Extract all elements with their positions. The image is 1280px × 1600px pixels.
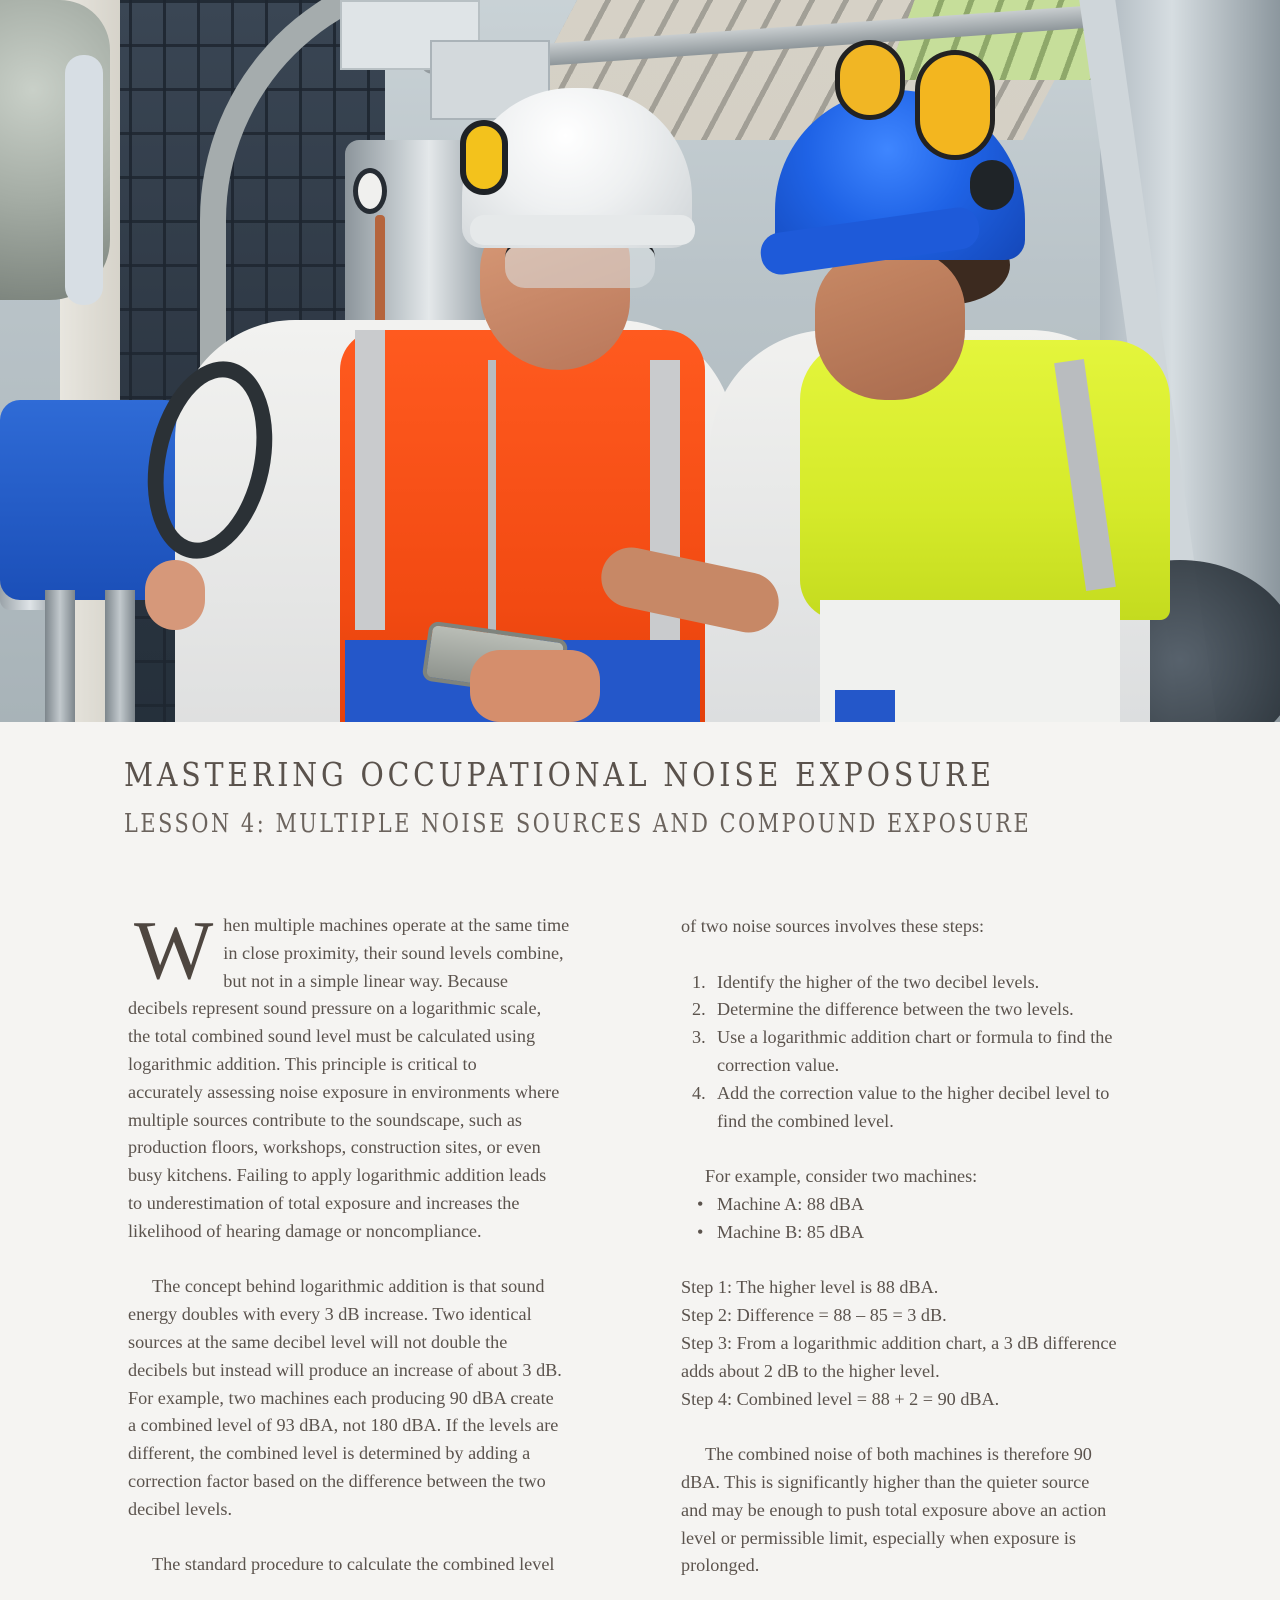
pressure-gauge bbox=[353, 168, 387, 214]
list-number: 2. bbox=[692, 999, 706, 1020]
text-line: likelihood of hearing damage or noncompliance. bbox=[128, 1220, 482, 1241]
list-item bbox=[692, 969, 1166, 997]
ear-muff bbox=[460, 120, 508, 195]
lesson-subtitle: LESSON 4: MULTIPLE NOISE SOURCES AND COMPOUND EXPOSURE bbox=[124, 809, 1032, 839]
text-line: multiple sources contribute to the soundscape, such as bbox=[128, 1109, 522, 1130]
blue-trousers bbox=[835, 690, 895, 722]
text-line: accurately assessing noise exposure in environments where bbox=[128, 1081, 560, 1102]
procedure-paragraph-start: The standard procedure to calculate the combined level bbox=[152, 1554, 555, 1575]
drop-cap: W bbox=[134, 904, 214, 997]
ear-muff-clip bbox=[970, 160, 1014, 210]
text-line: For example, two machines each producing 90 dBA create bbox=[128, 1387, 554, 1408]
text-column-left bbox=[128, 904, 598, 1579]
example-intro: For example, consider two machines: bbox=[705, 1166, 978, 1187]
text-line: Step 3: From a logarithmic addition chart, a 3 dB difference bbox=[681, 1332, 1117, 1353]
concept-paragraph bbox=[128, 1273, 598, 1523]
worker-1-hand bbox=[145, 560, 205, 630]
text-line: Step 1: The higher level is 88 dBA. bbox=[681, 1277, 939, 1298]
text-line: Step 2: Difference = 88 – 85 = 3 dB. bbox=[681, 1305, 947, 1326]
list-item: • Machine A: 88 dBA bbox=[697, 1191, 1166, 1219]
text-line: correction value. bbox=[717, 1054, 840, 1075]
list-item bbox=[692, 996, 1166, 1024]
list-number: 3. bbox=[692, 1027, 706, 1048]
hard-hat-brim bbox=[470, 215, 695, 245]
text-line: logarithmic addition. This principle is critical to bbox=[128, 1053, 477, 1074]
text-line: decibels but instead will produce an increase of about 3 dB. bbox=[128, 1359, 562, 1380]
text-line: The combined noise of both machines is therefore 90 bbox=[705, 1444, 1092, 1465]
text-line: prolonged. bbox=[681, 1555, 760, 1576]
ear-muff bbox=[915, 50, 995, 160]
hero-photo bbox=[0, 0, 1280, 722]
text-line: find the combined level. bbox=[717, 1110, 894, 1131]
pipe bbox=[105, 590, 135, 722]
text-line: Identify the higher of the two decibel levels. bbox=[717, 971, 1040, 992]
text-line: energy doubles with every 3 dB increase. Two identical bbox=[128, 1304, 532, 1325]
worker-1-hand-holding-tablet bbox=[470, 650, 600, 722]
list-item: • Machine B: 85 dBA bbox=[697, 1219, 1166, 1247]
worked-example bbox=[681, 1274, 1166, 1413]
text-line: production floors, workshops, construction sites, or even bbox=[128, 1137, 541, 1158]
intro-paragraph bbox=[128, 904, 598, 1246]
reflective-stripe bbox=[355, 330, 385, 630]
text-line: Determine the difference between the two levels. bbox=[717, 999, 1074, 1020]
text-line: correction factor based on the difference between the two bbox=[128, 1470, 546, 1491]
machine-list bbox=[697, 1191, 1166, 1247]
list-item bbox=[692, 1080, 1166, 1136]
course-title: MASTERING OCCUPATIONAL NOISE EXPOSURE bbox=[124, 755, 995, 794]
text-line: different, the combined level is determined by adding a bbox=[128, 1443, 531, 1464]
text-line: decibel levels. bbox=[128, 1498, 233, 1519]
text-line: a combined level of 93 dBA, not 180 dBA. If the levels are bbox=[128, 1415, 559, 1436]
text-line: busy kitchens. Failing to apply logarithmic addition leads bbox=[128, 1165, 547, 1186]
list-item bbox=[692, 1024, 1166, 1080]
text-line: to underestimation of total exposure and increases the bbox=[128, 1192, 520, 1213]
lesson-header bbox=[124, 755, 1164, 839]
text-line: dBA. This is significantly higher than the quieter source bbox=[681, 1471, 1090, 1492]
text-line: hen multiple machines operate at the same time bbox=[223, 915, 570, 935]
text-column-right bbox=[681, 913, 1166, 1580]
text-line: decibels represent sound pressure on a logarithmic scale, bbox=[128, 998, 542, 1019]
valve-handle bbox=[65, 55, 103, 305]
text-line: level or permissible limit, especially when exposure is bbox=[681, 1527, 1076, 1548]
text-line: Step 4: Combined level = 88 + 2 = 90 dBA. bbox=[681, 1388, 1000, 1409]
text-line: the total combined sound level must be calculated using bbox=[128, 1026, 536, 1047]
text-line: Add the correction value to the higher decibel level to bbox=[717, 1082, 1110, 1103]
text-line: and may be enough to push total exposure above an action bbox=[681, 1499, 1107, 1520]
worker-2-face bbox=[815, 250, 965, 400]
text-line: in close proximity, their sound levels combine, bbox=[223, 942, 564, 963]
text-line: sources at the same decibel level will not double the bbox=[128, 1331, 508, 1352]
conclusion-paragraph bbox=[681, 1441, 1166, 1580]
ear-muff bbox=[835, 40, 905, 120]
text-line: The concept behind logarithmic addition is that sound bbox=[152, 1276, 545, 1297]
text-line: Use a logarithmic addition chart or formula to find the bbox=[717, 1027, 1113, 1048]
list-number: 4. bbox=[692, 1082, 706, 1103]
text-line: adds about 2 dB to the higher level. bbox=[681, 1360, 940, 1381]
text-line: but not in a simple linear way. Because bbox=[223, 970, 508, 991]
procedure-steps-list bbox=[692, 969, 1166, 1136]
list-number: 1. bbox=[692, 971, 706, 992]
pipe bbox=[45, 590, 75, 722]
procedure-paragraph-end: of two noise sources involves these steps: bbox=[681, 916, 985, 936]
